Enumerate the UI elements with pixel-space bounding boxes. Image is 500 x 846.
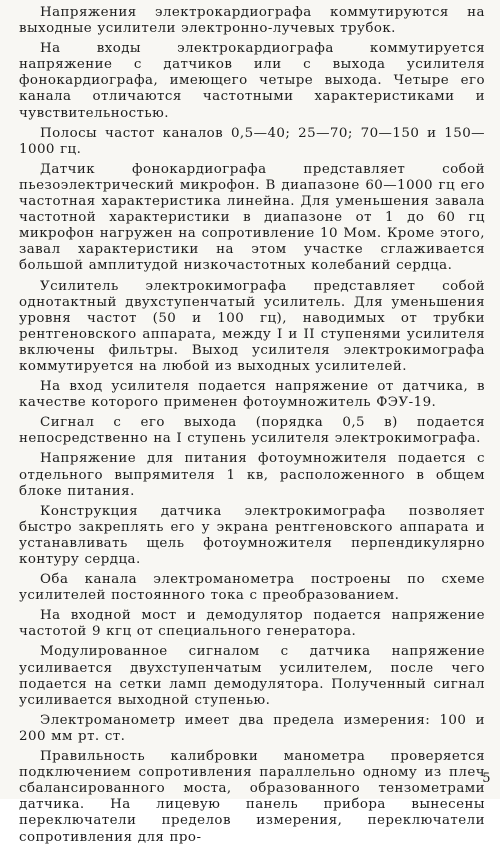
paragraph-9: Конструкция датчика электрокимографа позволяет быстро закреплять его у экрана рентгеновского аппарата и устанавливать щель фотоумножителя перпендикулярно контуру сердца. xyxy=(19,503,485,567)
paragraph-1: Напряжения электрокардиографа коммутируются на выходные усилители электронно-лучевых трубок. xyxy=(19,5,485,37)
paragraph-12: Модулированное сигналом с датчика напряжение усиливается двухступенчатым усилителем, после чего подается на сетки ламп демодулятора. Полученный сигнал усиливается выходной ступенью. xyxy=(19,644,485,708)
paragraph-14: Правильность калибровки манометра проверяется подключением сопротивления параллельно одному из плеч сбалансированного моста, образованного тензометрами датчика. На лицевую панель прибора вынесены переключатели пределов измерения, переключатели сопротивления для про- xyxy=(19,749,485,845)
paragraph-11: На входной мост и демодулятор подается напряжение частотой 9 кгц от специального генератора. xyxy=(19,608,485,640)
paragraph-4: Датчик фонокардиографа представляет собой пьезоэлектрический микрофон. В диапазоне 60—1000 гц его частотная характеристика линейна. Для уменьшения завала частотной характеристики в диапазоне от 1 до 60 гц микрофон нагружен на сопротивление 10 Мом. Кроме этого, завал характеристики на этом участке сглаживается большой амплитудой низкочастотных колебаний сердца. xyxy=(19,161,485,274)
paragraph-6: На вход усилителя подается напряжение от датчика, в качестве которого применен фотоумножитель ФЭУ-19. xyxy=(19,379,485,411)
paragraph-13: Электроманометр имеет два предела измерения: 100 и 200 мм рт. ст. xyxy=(19,712,485,744)
paragraph-3: Полосы частот каналов 0,5—40; 25—70; 70—150 и 150—1000 гц. xyxy=(19,125,485,157)
page-number: 5 xyxy=(482,770,491,786)
paragraph-10: Оба канала электроманометра построены по схеме усилителей постоянного тока с преобразованием. xyxy=(19,572,485,604)
paragraph-5: Усилитель электрокимографа представляет собой однотактный двухступенчатый усилитель. Для уменьшения уровня частот (50 и 100 гц), наводимых от трубки рентгеновского аппарата, между I и II ступенями усилителя включены фильтры. Выход усилителя электрокимографа коммутируется на любой из выходных усилителей. xyxy=(19,278,485,374)
paragraph-8: Напряжение для питания фотоумножителя подается с отдельного выпрямителя 1 кв, расположенного в общем блоке питания. xyxy=(19,451,485,499)
paragraph-2: На входы электрокардиографа коммутируется напряжение с датчиков или с выхода усилителя фонокардиографа, имеющего четыре выхода. Четыре его канала отличаются частотными характеристиками и чувствительностью. xyxy=(19,41,485,121)
paragraph-7: Сигнал с его выхода (порядка 0,5 в) подается непосредственно на I ступень усилителя электрокимографа. xyxy=(19,415,485,447)
